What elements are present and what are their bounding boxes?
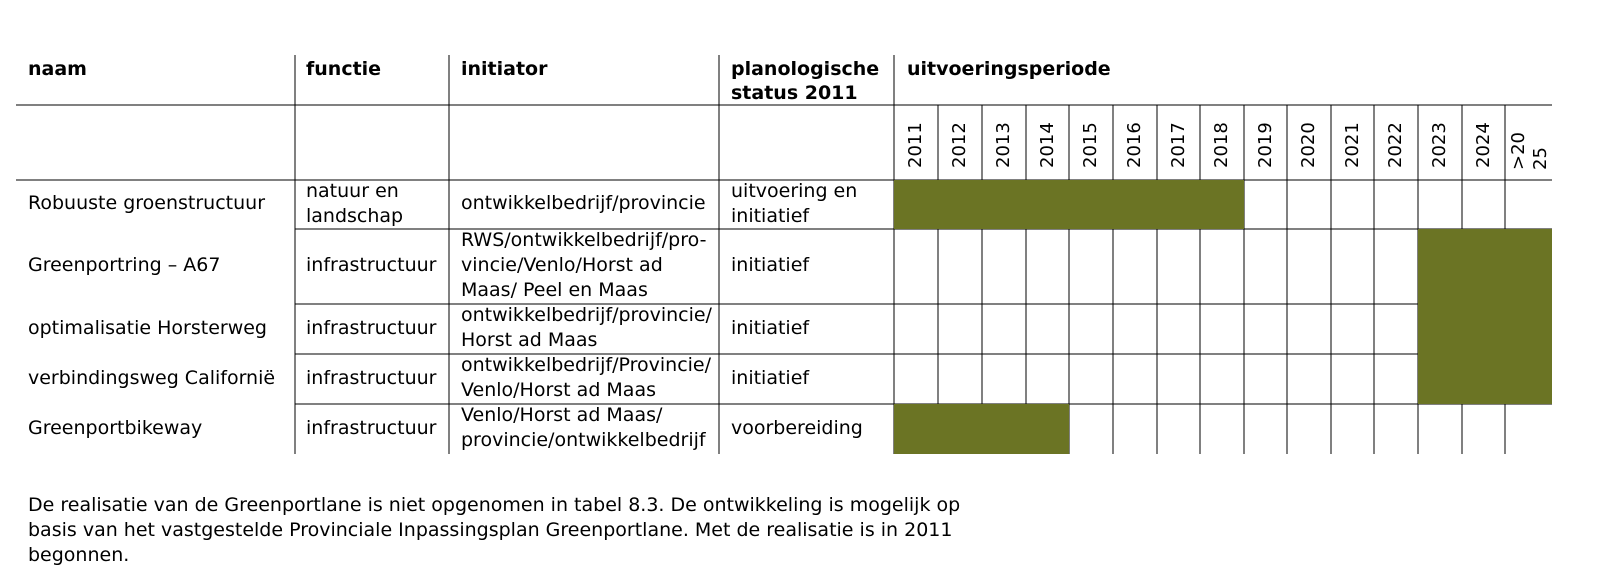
period-cell-filled	[894, 180, 938, 229]
cell-initiator: Maas/ Peel en Maas	[461, 279, 648, 301]
period-cell-filled	[1418, 229, 1462, 304]
period-cell-filled	[894, 404, 938, 454]
year-label: 2024	[1472, 122, 1494, 168]
period-cell-filled	[982, 180, 1026, 229]
year-label: 2021	[1341, 122, 1363, 168]
cell-initiator: ontwikkelbedrijf/provincie	[461, 192, 706, 214]
period-cell-filled	[1418, 354, 1462, 404]
period-cell-filled	[1418, 304, 1462, 354]
cell-initiator: ontwikkelbedrijf/Provincie/	[461, 354, 712, 376]
cell-naam: Greenportring – A67	[28, 254, 221, 276]
cell-initiator: Venlo/Horst ad Maas	[461, 379, 656, 401]
cell-initiator: provincie/ontwikkelbedrijf	[461, 429, 706, 451]
cell-status: initiatief	[731, 366, 810, 389]
period-cell-filled	[938, 404, 982, 454]
footnote-text: De realisatie van de Greenportlane is niet opgenomen in tabel 8.3. De ontwikkeling is mogelijk op basis van het vastgestelde Provinciale Inpassingsplan Greenportlane. Met de realisatie is in 2011 begonnen.	[28, 494, 961, 566]
year-label: 2022	[1385, 122, 1406, 168]
header-initiator: initiator	[461, 58, 548, 80]
year-label: 2017	[1167, 122, 1189, 168]
cell-functie: infrastructuur	[306, 366, 437, 389]
cell-functie: infrastructuur	[306, 416, 437, 439]
cell-status: initiatief	[731, 254, 810, 276]
header-status-line2: status 2011	[731, 82, 858, 104]
period-cell-filled	[1200, 180, 1244, 229]
cell-functie: natuur en	[306, 179, 399, 202]
cell-functie: infrastructuur	[306, 316, 437, 339]
year-label-part: >20	[1507, 132, 1529, 170]
year-label: 2012	[949, 122, 970, 168]
header-naam: naam	[28, 58, 87, 80]
period-cell-filled	[1026, 180, 1069, 229]
header-functie: functie	[306, 58, 382, 80]
header-status-line1: planologische	[731, 58, 880, 80]
year-label-part: 25	[1529, 147, 1551, 170]
year-label: 2015	[1080, 122, 1101, 168]
period-cell-filled	[938, 180, 982, 229]
cell-functie: landschap	[306, 204, 404, 227]
cell-status: initiatief	[731, 204, 810, 227]
period-cell-filled	[1505, 304, 1552, 354]
cell-status: voorbereiding	[731, 416, 863, 439]
cell-naam: Robuuste groenstructuur	[28, 192, 265, 214]
cell-initiator: Venlo/Horst ad Maas/	[461, 404, 663, 426]
period-cell-filled	[1505, 354, 1552, 404]
period-cell-filled	[1113, 180, 1157, 229]
cell-initiator: RWS/ontwikkelbedrijf/pro-	[461, 229, 707, 251]
year-label: 2019	[1254, 122, 1276, 168]
cell-naam: optimalisatie Horsterweg	[28, 316, 267, 339]
year-label: 2018	[1211, 122, 1232, 168]
cell-naam: Greenportbikeway	[28, 416, 203, 439]
year-label: 2011	[905, 122, 926, 168]
period-cell-filled	[1157, 180, 1200, 229]
cell-functie: infrastructuur	[306, 254, 437, 276]
period-cell-filled	[1462, 354, 1505, 404]
cell-naam: verbindingsweg Californië	[28, 366, 276, 389]
year-label: 2020	[1298, 122, 1319, 168]
cell-status: initiatief	[731, 316, 810, 339]
period-cell-filled	[1462, 229, 1505, 304]
period-cell-filled	[1505, 229, 1552, 304]
period-cell-filled	[982, 404, 1026, 454]
year-label: 2014	[1036, 122, 1058, 168]
period-cell-filled	[1026, 404, 1069, 454]
header-uitvoeringsperiode: uitvoeringsperiode	[907, 58, 1111, 80]
year-label: 2013	[993, 122, 1014, 168]
cell-status: uitvoering en	[731, 179, 858, 202]
year-label: 2023	[1429, 122, 1450, 168]
cell-initiator: Horst ad Maas	[461, 329, 598, 351]
period-cell-filled	[1462, 304, 1505, 354]
cell-initiator: ontwikkelbedrijf/provincie/	[461, 304, 712, 326]
year-label: 2016	[1124, 122, 1145, 168]
cell-initiator: vincie/Venlo/Horst ad	[461, 254, 663, 276]
period-cell-filled	[1069, 180, 1113, 229]
